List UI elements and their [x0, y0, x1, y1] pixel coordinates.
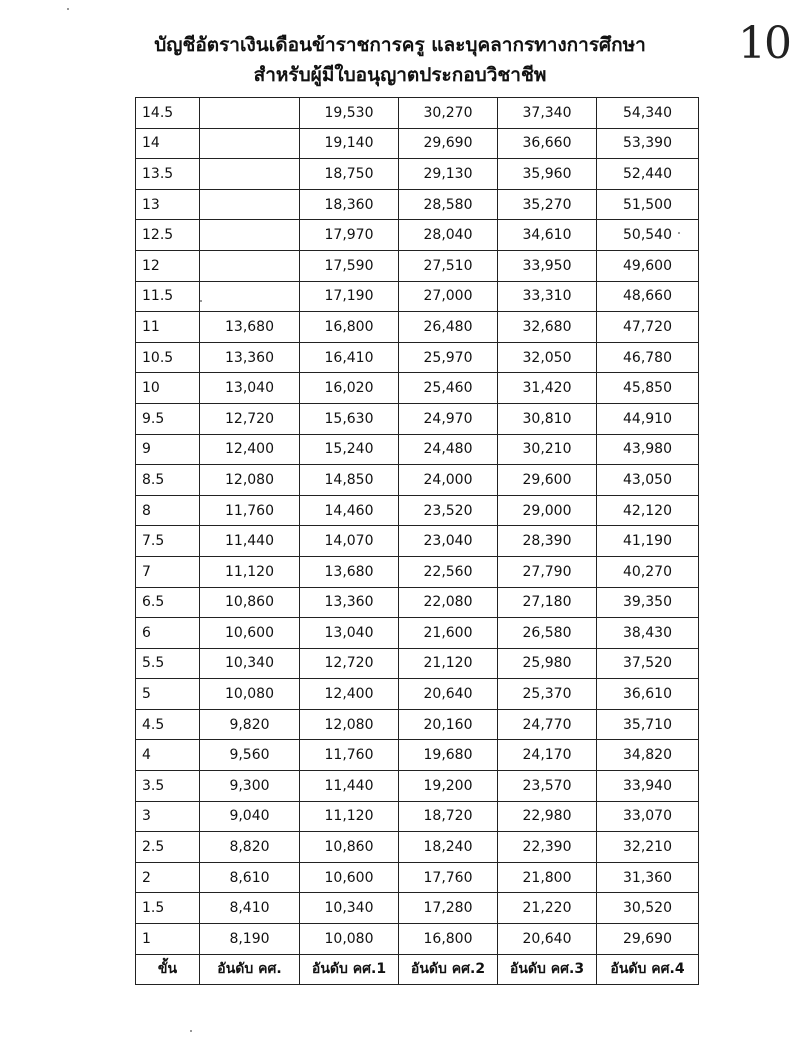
header-rank-1: อันดับ คศ.1	[300, 954, 399, 985]
cell-rank-1: 12,080	[300, 709, 399, 740]
cell-rank-3: 27,790	[498, 556, 597, 587]
cell-rank-kor-sor: 8,820	[200, 832, 300, 863]
cell-rank-4: 44,910	[597, 403, 699, 434]
table-row	[136, 495, 699, 526]
salary-table-body	[136, 98, 699, 955]
cell-step: 10	[136, 373, 200, 404]
cell-rank-3: 24,770	[498, 709, 597, 740]
cell-rank-kor-sor: 11,760	[200, 495, 300, 526]
table-row	[136, 312, 699, 343]
cell-step: 5.5	[136, 648, 200, 679]
table-row	[136, 893, 699, 924]
cell-rank-3: 29,000	[498, 495, 597, 526]
cell-rank-4: 46,780	[597, 342, 699, 373]
table-row	[136, 98, 699, 129]
cell-rank-1: 19,140	[300, 128, 399, 159]
cell-rank-3: 25,370	[498, 679, 597, 710]
cell-step: 5	[136, 679, 200, 710]
cell-rank-4: 29,690	[597, 924, 699, 955]
cell-step: 13.5	[136, 159, 200, 190]
header-rank-4: อันดับ คศ.4	[597, 954, 699, 985]
cell-rank-3: 21,220	[498, 893, 597, 924]
cell-rank-2: 21,120	[399, 648, 498, 679]
cell-rank-2: 18,240	[399, 832, 498, 863]
cell-rank-4: 51,500	[597, 189, 699, 220]
cell-rank-1: 10,340	[300, 893, 399, 924]
cell-step: 4.5	[136, 709, 200, 740]
table-row	[136, 771, 699, 802]
cell-rank-1: 16,410	[300, 342, 399, 373]
table-row	[136, 434, 699, 465]
cell-rank-2: 22,080	[399, 587, 498, 618]
cell-rank-kor-sor	[200, 281, 300, 312]
table-row	[136, 924, 699, 955]
cell-rank-1: 16,020	[300, 373, 399, 404]
cell-rank-4: 33,940	[597, 771, 699, 802]
cell-rank-1: 18,750	[300, 159, 399, 190]
cell-rank-4: 39,350	[597, 587, 699, 618]
table-row	[136, 373, 699, 404]
cell-step: 14	[136, 128, 200, 159]
cell-rank-2: 24,000	[399, 465, 498, 496]
cell-step: 10.5	[136, 342, 200, 373]
header-step: ขั้น	[136, 954, 200, 985]
document-title: บัญชีอัตราเงินเดือนข้าราชการครู และบุคลากรทางการศึกษา	[154, 34, 646, 56]
cell-step: 4	[136, 740, 200, 771]
table-row	[136, 189, 699, 220]
table-row	[136, 648, 699, 679]
cell-rank-4: 47,720	[597, 312, 699, 343]
cell-rank-kor-sor: 12,720	[200, 403, 300, 434]
cell-rank-kor-sor: 13,680	[200, 312, 300, 343]
cell-rank-1: 11,440	[300, 771, 399, 802]
cell-step: 9.5	[136, 403, 200, 434]
cell-rank-2: 16,800	[399, 924, 498, 955]
salary-table	[135, 97, 699, 985]
cell-rank-4: 52,440	[597, 159, 699, 190]
cell-rank-3: 26,580	[498, 618, 597, 649]
cell-step: 12.5	[136, 220, 200, 251]
cell-rank-2: 17,280	[399, 893, 498, 924]
table-row	[136, 159, 699, 190]
cell-rank-3: 32,050	[498, 342, 597, 373]
cell-rank-3: 22,980	[498, 801, 597, 832]
cell-rank-2: 29,690	[399, 128, 498, 159]
header-rank-2: อันดับ คศ.2	[399, 954, 498, 985]
cell-rank-4: 33,070	[597, 801, 699, 832]
table-row	[136, 862, 699, 893]
document-subtitle: สำหรับผู้มีใบอนุญาตประกอบวิชาชีพ	[253, 64, 547, 86]
cell-rank-3: 30,210	[498, 434, 597, 465]
cell-rank-3: 25,980	[498, 648, 597, 679]
cell-rank-1: 11,760	[300, 740, 399, 771]
cell-rank-1: 11,120	[300, 801, 399, 832]
cell-rank-4: 35,710	[597, 709, 699, 740]
cell-step: 1	[136, 924, 200, 955]
table-row	[136, 465, 699, 496]
cell-rank-4: 36,610	[597, 679, 699, 710]
cell-step: 8	[136, 495, 200, 526]
cell-rank-2: 18,720	[399, 801, 498, 832]
cell-rank-3: 24,170	[498, 740, 597, 771]
cell-rank-3: 22,390	[498, 832, 597, 863]
cell-rank-4: 50,540	[597, 220, 699, 251]
cell-rank-3: 33,310	[498, 281, 597, 312]
cell-rank-1: 13,040	[300, 618, 399, 649]
cell-rank-2: 21,600	[399, 618, 498, 649]
cell-rank-kor-sor: 13,040	[200, 373, 300, 404]
cell-rank-3: 37,340	[498, 98, 597, 129]
cell-rank-1: 10,860	[300, 832, 399, 863]
cell-rank-4: 41,190	[597, 526, 699, 557]
cell-rank-2: 20,160	[399, 709, 498, 740]
cell-rank-kor-sor	[200, 250, 300, 281]
cell-rank-kor-sor: 10,600	[200, 618, 300, 649]
cell-rank-3: 23,570	[498, 771, 597, 802]
cell-rank-2: 30,270	[399, 98, 498, 129]
cell-step: 2.5	[136, 832, 200, 863]
cell-rank-1: 18,360	[300, 189, 399, 220]
cell-rank-kor-sor	[200, 159, 300, 190]
cell-rank-1: 15,240	[300, 434, 399, 465]
cell-rank-kor-sor: 9,040	[200, 801, 300, 832]
cell-step: 3.5	[136, 771, 200, 802]
cell-rank-kor-sor: 10,080	[200, 679, 300, 710]
cell-rank-4: 38,430	[597, 618, 699, 649]
table-row	[136, 342, 699, 373]
cell-rank-kor-sor	[200, 220, 300, 251]
cell-rank-kor-sor: 11,440	[200, 526, 300, 557]
cell-rank-3: 27,180	[498, 587, 597, 618]
cell-step: 12	[136, 250, 200, 281]
cell-rank-2: 20,640	[399, 679, 498, 710]
cell-rank-2: 17,760	[399, 862, 498, 893]
cell-rank-2: 27,000	[399, 281, 498, 312]
cell-step: 7.5	[136, 526, 200, 557]
cell-rank-1: 15,630	[300, 403, 399, 434]
cell-rank-4: 54,340	[597, 98, 699, 129]
cell-rank-kor-sor: 12,080	[200, 465, 300, 496]
cell-rank-4: 40,270	[597, 556, 699, 587]
cell-step: 11	[136, 312, 200, 343]
cell-rank-2: 25,460	[399, 373, 498, 404]
cell-rank-2: 28,580	[399, 189, 498, 220]
cell-rank-2: 28,040	[399, 220, 498, 251]
cell-step: 1.5	[136, 893, 200, 924]
cell-rank-1: 19,530	[300, 98, 399, 129]
cell-rank-4: 31,360	[597, 862, 699, 893]
cell-rank-kor-sor: 10,340	[200, 648, 300, 679]
cell-rank-2: 24,970	[399, 403, 498, 434]
cell-rank-kor-sor	[200, 189, 300, 220]
cell-rank-2: 19,200	[399, 771, 498, 802]
cell-rank-kor-sor	[200, 128, 300, 159]
cell-rank-1: 13,360	[300, 587, 399, 618]
cell-step: 7	[136, 556, 200, 587]
table-row	[136, 128, 699, 159]
table-row	[136, 832, 699, 863]
cell-step: 2	[136, 862, 200, 893]
cell-rank-4: 30,520	[597, 893, 699, 924]
table-row	[136, 250, 699, 281]
table-row	[136, 801, 699, 832]
cell-rank-2: 26,480	[399, 312, 498, 343]
cell-rank-3: 20,640	[498, 924, 597, 955]
cell-step: 6	[136, 618, 200, 649]
cell-rank-3: 33,950	[498, 250, 597, 281]
cell-rank-kor-sor	[200, 98, 300, 129]
cell-rank-2: 23,520	[399, 495, 498, 526]
table-row	[136, 526, 699, 557]
cell-rank-1: 17,970	[300, 220, 399, 251]
cell-step: 6.5	[136, 587, 200, 618]
cell-rank-kor-sor: 8,610	[200, 862, 300, 893]
cell-rank-2: 22,560	[399, 556, 498, 587]
cell-rank-1: 13,680	[300, 556, 399, 587]
cell-rank-4: 34,820	[597, 740, 699, 771]
cell-rank-2: 23,040	[399, 526, 498, 557]
cell-rank-1: 12,720	[300, 648, 399, 679]
salary-table-header-row	[136, 954, 699, 985]
cell-step: 8.5	[136, 465, 200, 496]
table-row	[136, 679, 699, 710]
cell-rank-1: 14,070	[300, 526, 399, 557]
cell-rank-1: 12,400	[300, 679, 399, 710]
cell-rank-4: 32,210	[597, 832, 699, 863]
handwritten-page-number: 10	[738, 18, 790, 69]
cell-rank-3: 34,610	[498, 220, 597, 251]
cell-rank-4: 48,660	[597, 281, 699, 312]
cell-rank-4: 37,520	[597, 648, 699, 679]
cell-rank-3: 29,600	[498, 465, 597, 496]
cell-step: 9	[136, 434, 200, 465]
scan-speck	[190, 1030, 192, 1032]
cell-rank-4: 49,600	[597, 250, 699, 281]
cell-rank-1: 10,080	[300, 924, 399, 955]
cell-rank-4: 43,050	[597, 465, 699, 496]
cell-rank-kor-sor: 8,190	[200, 924, 300, 955]
cell-step: 14.5	[136, 98, 200, 129]
cell-rank-kor-sor: 9,820	[200, 709, 300, 740]
cell-rank-1: 17,590	[300, 250, 399, 281]
cell-rank-2: 27,510	[399, 250, 498, 281]
cell-rank-kor-sor: 11,120	[200, 556, 300, 587]
cell-rank-2: 29,130	[399, 159, 498, 190]
cell-rank-kor-sor: 12,400	[200, 434, 300, 465]
scan-speck	[678, 232, 680, 234]
cell-step: 13	[136, 189, 200, 220]
table-row	[136, 587, 699, 618]
cell-rank-kor-sor: 10,860	[200, 587, 300, 618]
table-row	[136, 556, 699, 587]
cell-rank-1: 16,800	[300, 312, 399, 343]
cell-rank-kor-sor: 13,360	[200, 342, 300, 373]
cell-rank-4: 45,850	[597, 373, 699, 404]
cell-rank-3: 32,680	[498, 312, 597, 343]
table-row	[136, 281, 699, 312]
cell-rank-2: 24,480	[399, 434, 498, 465]
table-row	[136, 403, 699, 434]
cell-step: 11.5	[136, 281, 200, 312]
cell-rank-1: 10,600	[300, 862, 399, 893]
cell-rank-4: 42,120	[597, 495, 699, 526]
cell-rank-3: 30,810	[498, 403, 597, 434]
header-rank-3: อันดับ คศ.3	[498, 954, 597, 985]
cell-rank-3: 31,420	[498, 373, 597, 404]
cell-rank-1: 17,190	[300, 281, 399, 312]
cell-rank-kor-sor: 9,300	[200, 771, 300, 802]
table-row	[136, 709, 699, 740]
cell-step: 3	[136, 801, 200, 832]
table-row	[136, 220, 699, 251]
cell-rank-3: 35,270	[498, 189, 597, 220]
cell-rank-kor-sor: 9,560	[200, 740, 300, 771]
cell-rank-2: 19,680	[399, 740, 498, 771]
scan-speck	[67, 8, 69, 10]
table-row	[136, 740, 699, 771]
cell-rank-2: 25,970	[399, 342, 498, 373]
cell-rank-4: 53,390	[597, 128, 699, 159]
cell-rank-3: 28,390	[498, 526, 597, 557]
cell-rank-3: 36,660	[498, 128, 597, 159]
table-row	[136, 618, 699, 649]
cell-rank-1: 14,850	[300, 465, 399, 496]
header-rank-kor-sor: อันดับ คศ.	[200, 954, 300, 985]
cell-rank-4: 43,980	[597, 434, 699, 465]
cell-rank-1: 14,460	[300, 495, 399, 526]
cell-rank-3: 35,960	[498, 159, 597, 190]
cell-rank-kor-sor: 8,410	[200, 893, 300, 924]
cell-rank-3: 21,800	[498, 862, 597, 893]
scan-speck	[200, 300, 202, 302]
